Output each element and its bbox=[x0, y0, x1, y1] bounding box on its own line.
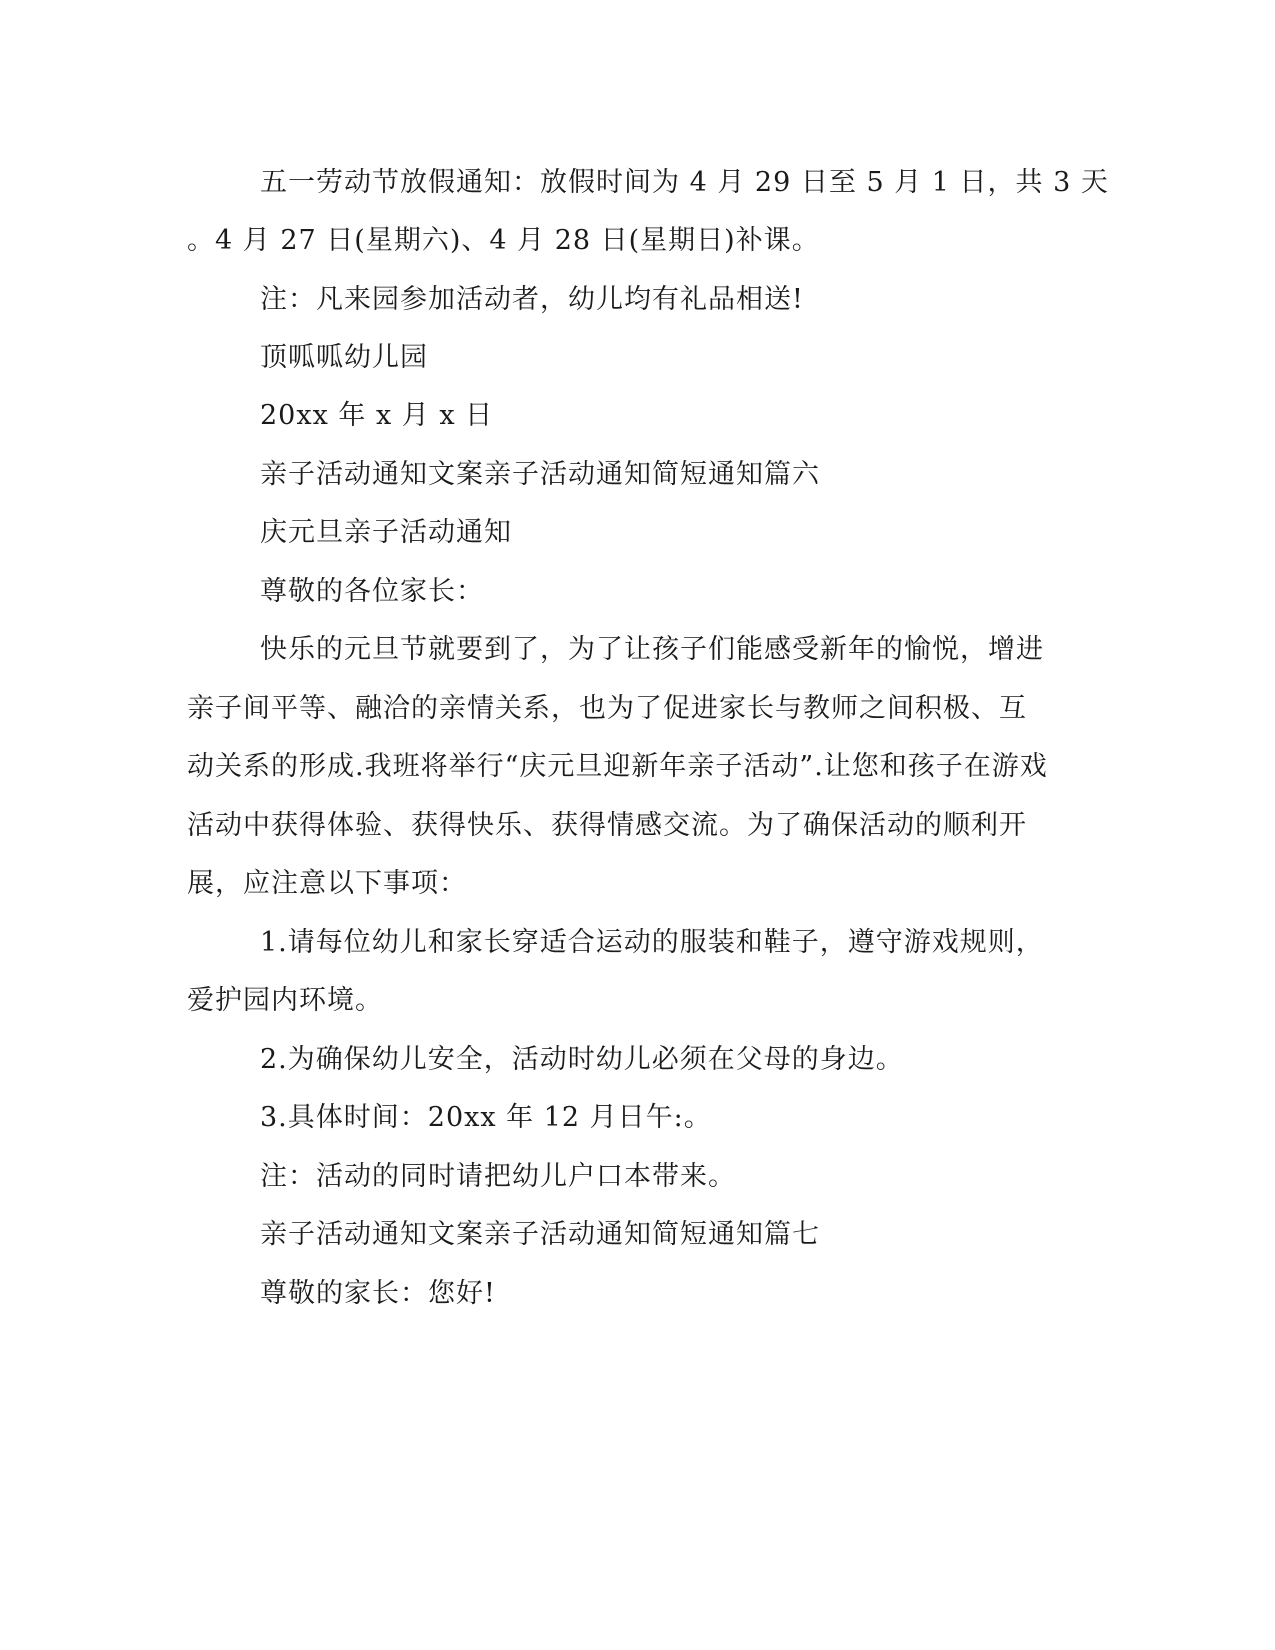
registration-note: 注：活动的同时请把幼儿户口本带来。 bbox=[260, 1161, 736, 1192]
item-2: 2.为确保幼儿安全，活动时幼儿必须在父母的身边。 bbox=[260, 1044, 904, 1075]
closing-salutation: 尊敬的家长：您好! bbox=[260, 1278, 496, 1309]
item-1-line-2: 爱护园内环境。 bbox=[187, 985, 383, 1016]
notice-date: 20xx 年 x 月 x 日 bbox=[260, 400, 494, 431]
body-paragraph-line-2: 亲子间平等、融洽的亲情关系，也为了促进家长与教师之间积极、互 bbox=[187, 693, 1027, 724]
notice-title: 庆元旦亲子活动通知 bbox=[260, 517, 512, 548]
body-paragraph-line-1: 快乐的元旦节就要到了，为了让孩子们能感受新年的愉悦，增进 bbox=[260, 634, 1044, 665]
holiday-notice-line-1: 五一劳动节放假通知：放假时间为 4 月 29 日至 5 月 1 日，共 3 天 bbox=[260, 167, 1109, 198]
gift-note: 注：凡来园参加活动者，幼儿均有礼品相送! bbox=[260, 284, 804, 315]
body-paragraph-line-4: 活动中获得体验、获得快乐、获得情感交流。为了确保活动的顺利开 bbox=[187, 810, 1027, 841]
section-heading-7: 亲子活动通知文案亲子活动通知简短通知篇七 bbox=[260, 1219, 820, 1250]
holiday-notice-line-2: 。4 月 27 日(星期六)、4 月 28 日(星期日)补课。 bbox=[187, 225, 820, 256]
body-paragraph-line-5: 展，应注意以下事项： bbox=[187, 868, 467, 899]
salutation: 尊敬的各位家长： bbox=[260, 576, 484, 607]
body-paragraph-line-3: 动关系的形成.我班将举行“庆元旦迎新年亲子活动”.让您和孩子在游戏 bbox=[187, 751, 1048, 782]
item-1-line-1: 1.请每位幼儿和家长穿适合运动的服装和鞋子，遵守游戏规则， bbox=[260, 927, 1044, 958]
item-3: 3.具体时间：20xx 年 12 月日午:。 bbox=[260, 1102, 712, 1133]
kindergarten-name: 顶呱呱幼儿园 bbox=[260, 342, 428, 373]
section-heading-6: 亲子活动通知文案亲子活动通知简短通知篇六 bbox=[260, 459, 820, 490]
